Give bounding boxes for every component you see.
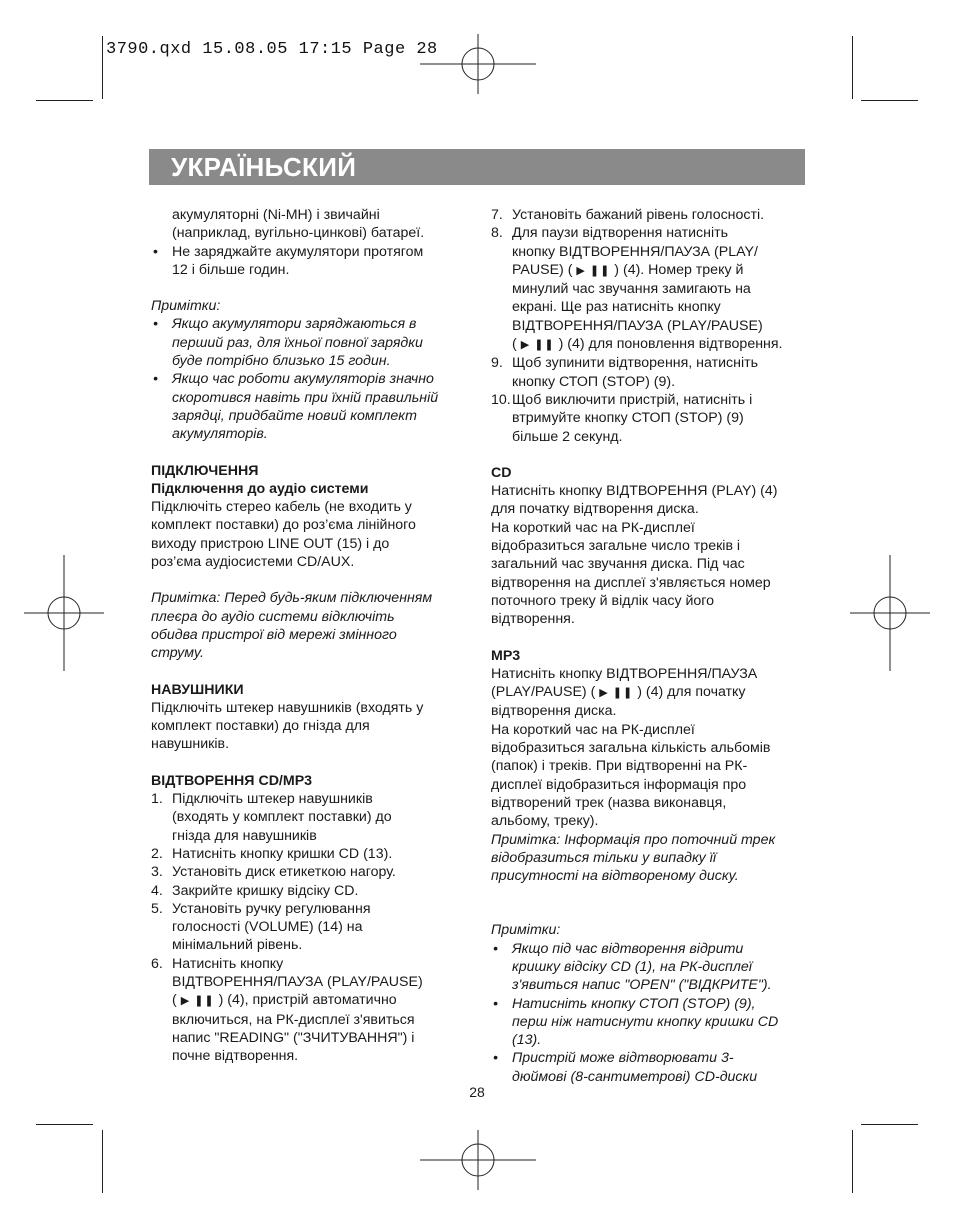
step-number: 8. (491, 225, 503, 242)
text-line: (папок) і треків. При відтворенні на РК- (491, 758, 748, 775)
bullet-item (151, 243, 469, 280)
text-line: кришку відсіку CD (1), на РК-дисплеї (512, 958, 752, 975)
numbered-step (151, 845, 469, 863)
step-number: 3. (151, 864, 163, 881)
note-item (491, 1049, 811, 1086)
text-line: обидва пристрої від мережі змінного (151, 626, 397, 643)
text-line: кнопку ВІДТВОРЕННЯ/ПАУЗА (PLAY/ (512, 243, 758, 260)
right-column (491, 206, 811, 1086)
step-number: 9. (491, 355, 503, 372)
text-line: Примітка: Інформація про поточний трек (491, 831, 776, 848)
registration-mark-right (850, 555, 930, 671)
section-banner (149, 149, 805, 185)
text-line: кнопку СТОП (STOP) (9). (512, 373, 676, 390)
text-line: ВІДТВОРЕННЯ/ПАУЗА (PLAY/PAUSE) (512, 317, 763, 334)
text-line: • Якщо під час відтворення відрити (512, 940, 744, 957)
numbered-step (151, 863, 469, 881)
text-line: комплект поставки) до роз’єма лінійного (151, 517, 416, 534)
text-line: • Якщо час роботи акумуляторів значно (172, 371, 434, 388)
numbered-step (491, 391, 811, 446)
text-line: Натисніть кнопку ВІДТВОРЕННЯ/ПАУЗА (491, 665, 758, 682)
text-line: більше 2 секунд. (512, 428, 623, 445)
text-line: Щоб зупинити відтворення, натисніть (512, 355, 758, 372)
notes-label: Примітки: (491, 922, 561, 939)
section-heading: MP3 (491, 647, 521, 664)
text-line: перший раз, для їхньої повної зарядки (172, 334, 423, 351)
text-line: • Не заряджайте акумулятори протягом (172, 243, 424, 260)
text-line: голосності (VOLUME) (14) на (172, 919, 363, 936)
section-heading: ВІДТВОРЕННЯ CD/MP3 (151, 772, 313, 789)
numbered-step (491, 354, 811, 391)
text-line: Натисніть кнопку (172, 955, 284, 972)
text-line: відтворений трек (назва виконавця, (491, 794, 727, 811)
text-line (172, 991, 469, 1010)
text-line: включиться, на РК-дисплеї з'явиться (172, 1011, 415, 1028)
text-line: 12 і більше годин. (172, 261, 290, 278)
text-line: плеєра до аудіо системи відключіть (151, 608, 395, 625)
text-line: Підключіть стерео кабель (не входить у (151, 499, 412, 516)
text-line: • Натисніть кнопку СТОП (STOP) (9), (512, 995, 756, 1012)
text-line (512, 335, 811, 354)
play-pause-icon: ▶ ❚❚ (576, 264, 611, 277)
text-line: напис "READING" ("ЗЧИТУВАННЯ") і (172, 1029, 415, 1046)
text-line: почне відтворення. (172, 1048, 299, 1065)
text-line: буде потрібно близько 15 годин. (172, 353, 391, 370)
text-line: Щоб виключити пристрій, натисніть і (512, 391, 753, 408)
text-line: дюймові (8-сантиметрові) CD-диски (512, 1068, 758, 1085)
text-line: альбому, треку). (491, 813, 599, 830)
numbered-step (151, 900, 469, 955)
note-item (151, 315, 469, 370)
numbered-step (151, 790, 469, 845)
step-number: 5. (151, 900, 163, 917)
text-line: гнізда для навушників (172, 827, 317, 844)
text-line: з'явиться напис "OPEN" ("ВІДКРИТЕ"). (512, 977, 772, 994)
text-line: дисплеї відобразиться інформація про (491, 776, 747, 793)
step-number: 10. (491, 391, 511, 408)
text-line: (13). (512, 1032, 542, 1049)
numbered-step (151, 955, 469, 1066)
text-line: • Якщо акумулятори заряджаються в (172, 316, 417, 333)
text-line: відтворення на дисплеї з'являється номер (491, 574, 771, 591)
numbered-step (491, 206, 811, 224)
note-item (151, 370, 469, 443)
text-fragment: ) (4), пристрій автоматично (218, 992, 397, 1009)
step-number: 6. (151, 955, 163, 972)
text-line: минулий час звучання замигають на (512, 281, 751, 298)
text-line: присутності на відтвореному диску. (491, 868, 739, 885)
text-fragment: ) (4) для початку (637, 684, 746, 701)
notes-label: Примітки: (151, 298, 221, 315)
crop-mark (861, 1124, 918, 1125)
text-line: Підключіть штекер навушників (172, 791, 373, 808)
text-fragment: (PLAY/PAUSE) ( (491, 684, 596, 701)
note-item (491, 995, 811, 1050)
text-fragment: ) (4) для поновлення відтворення. (558, 336, 783, 353)
text-line: На короткий час на РК-дисплеї (491, 519, 695, 536)
text-fragment: PAUSE) ( (512, 261, 573, 278)
registration-mark-bottom (420, 1120, 536, 1200)
text-line: Натисніть кнопку ВІДТВОРЕННЯ (PLAY) (4) (491, 483, 778, 500)
step-number: 1. (151, 791, 163, 808)
play-pause-icon: ▶ ❚❚ (520, 339, 555, 352)
crop-mark (102, 36, 103, 99)
text-line: комплект поставки) до гнізда для (151, 718, 370, 735)
text-line: відобразиться загальна кількість альбомів (491, 740, 771, 757)
note-item (491, 940, 811, 995)
text-fragment: ) (4). Номер треку й (614, 261, 744, 278)
text-line: Закрийте кришку відсіку CD. (172, 882, 359, 899)
text-line: втримуйте кнопку СТОП (STOP) (9) (512, 410, 744, 427)
text-line: (наприклад, вугільно-цинкові) батареї. (172, 225, 425, 242)
section-subheading: Підключення до аудіо системи (151, 480, 369, 497)
step-number: 7. (491, 207, 503, 223)
text-line: роз’єма аудіосистеми CD/AUX. (151, 554, 355, 571)
text-line (512, 261, 811, 280)
play-pause-icon: ▶ ❚❚ (180, 995, 215, 1008)
text-line: На короткий час на РК-дисплеї (491, 721, 695, 738)
text-line: Примітка: Перед будь-яким підключенням (151, 590, 433, 607)
text-line: перш ніж натиснути кнопку кришки CD (512, 1013, 779, 1030)
text-line: Натисніть кнопку кришки CD (13). (172, 845, 393, 862)
text-line: Установіть ручку регулювання (172, 900, 371, 917)
text-line: • Пристрій може відтворювати 3- (512, 1050, 734, 1067)
text-line: струму. (151, 645, 204, 662)
registration-mark-left (24, 555, 104, 671)
text-line: відтворення. (491, 611, 575, 628)
section-heading: НАВУШНИКИ (151, 681, 244, 698)
step-number: 2. (151, 845, 163, 862)
left-column (151, 206, 469, 1065)
text-line: загальний час звучання диска. Під час (491, 556, 745, 573)
text-line: виходу пристрою LINE OUT (15) і до (151, 535, 390, 552)
text-line: відтворення диска. (491, 703, 617, 720)
text-line: (входять у комплект поставки) до (172, 809, 392, 826)
text-line: для початку відтворення диска. (491, 501, 699, 518)
text-line: зарядці, придбайте новий комплект (172, 407, 417, 424)
text-line: поточного треку й відлік часу його (491, 592, 715, 609)
text-line: Установіть бажаний рівень голосності. (512, 207, 765, 223)
print-slug: 3790.qxd 15.08.05 17:15 Page 28 (106, 40, 438, 59)
crop-mark (36, 100, 93, 101)
crop-mark (861, 100, 918, 101)
crop-mark (102, 1130, 103, 1193)
text-line: навушників. (151, 736, 230, 753)
text-line: екрані. Ще раз натисніть кнопку (512, 299, 721, 316)
text-line: Підключіть штекер навушників (входять у (151, 699, 424, 716)
text-line (491, 683, 811, 702)
crop-mark (36, 1124, 93, 1125)
page-number: 28 (469, 1084, 485, 1100)
text-line: скоротився навіть при їхній правильній (172, 389, 439, 406)
text-line: відобразиться тільки у випадку її (491, 849, 716, 866)
text-line: Установіть диск етикеткою нагору. (172, 864, 396, 881)
text-line: ВІДТВОРЕННЯ/ПАУЗА (PLAY/PAUSE) (172, 973, 423, 990)
step-number: 4. (151, 882, 163, 899)
crop-mark (852, 36, 853, 99)
text-fragment: ( (512, 336, 517, 353)
text-line: відобразиться загальне число треків і (491, 538, 741, 555)
text-line: мінімальний рівень. (172, 937, 303, 954)
text-fragment: ( (172, 992, 177, 1009)
numbered-step (491, 224, 811, 354)
text-line: Для паузи відтворення натисніть (512, 225, 729, 242)
section-heading: CD (491, 464, 512, 481)
registration-mark-top (420, 24, 536, 104)
crop-mark (852, 1130, 853, 1193)
section-heading: ПІДКЛЮЧЕННЯ (151, 462, 259, 479)
page-title: УКРАЇНЬСКИЙ (171, 152, 357, 182)
text-line: акумуляторів. (172, 426, 268, 443)
text-line: акумуляторні (Ni-MH) і звичайні (172, 207, 380, 223)
play-pause-icon: ▶ ❚❚ (599, 687, 634, 700)
numbered-step (151, 882, 469, 900)
